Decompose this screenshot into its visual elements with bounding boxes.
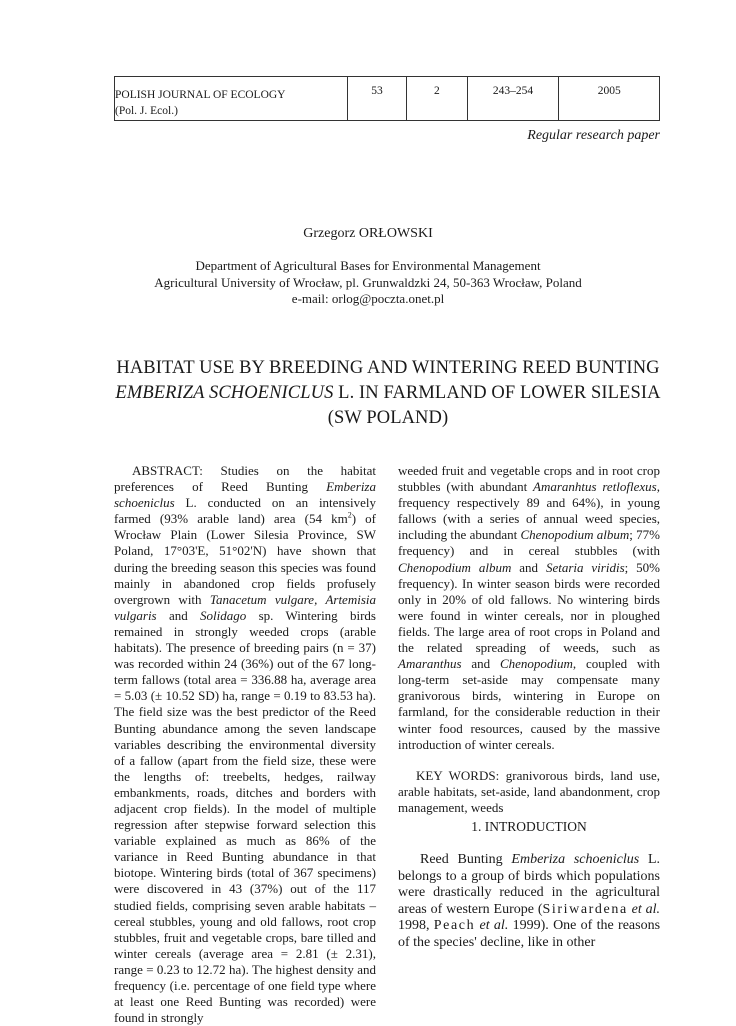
title-line-2-rest: L. IN FARMLAND OF LOWER SILESIA [333, 383, 661, 403]
journal-abbrev: (Pol. J. Ecol.) [115, 104, 178, 117]
issue: 2 [433, 85, 440, 97]
species-name: Chenopodium album [520, 527, 630, 543]
abstract-segment: ; 50% frequency). In winter season birds were recorded only in 20% of old fallows. No wintering birds were found in winter cereals, nor in ploughed fields. The large area of root crops in Poland and the related spreading of weeds, such as [398, 559, 660, 656]
abstract-segment: ) of Wrocław Plain (Lower Silesia Province, SW Poland, 17°03'E, 51°02'N) have shown that during the breeding season this species was found mainly in abandoned crop fields profusely overgrown with [114, 511, 376, 607]
abstract-text [114, 463, 376, 1026]
journal-name-cell [115, 77, 347, 120]
abstract-segment: ABSTRACT: Studies on the habitat preferences of Reed Bunting [114, 463, 376, 495]
abstract-segment: , frequency respectively 89 and 64%), in young fallows (with a series of annual weed species, including the abundant [398, 479, 660, 543]
introduction-text [398, 852, 660, 952]
abstract-segment: and [461, 656, 500, 672]
intro-segment: L. belongs to a group of birds which populations were drastically reduced in the agricultural areas of western Europe ( [398, 852, 660, 917]
species-name: Amaranthus [398, 656, 462, 672]
abstract-column-left [114, 463, 376, 1026]
affiliation-email: e-mail: orlog@poczta.onet.pl [291, 291, 445, 306]
volume-cell [347, 77, 406, 120]
affiliation [0, 258, 736, 308]
affiliation-department: Department of Agricultural Bases for Environmental Management [195, 258, 541, 273]
intro-segment: 1999). One of the reasons of the species' decline, like in other [398, 918, 661, 950]
intro-segment: Reed Bunting [420, 852, 512, 867]
year-cell [558, 77, 659, 120]
pages: 243–254 [492, 85, 534, 97]
introduction-paragraph [398, 852, 660, 952]
title-line-3: (SW POLAND) [327, 408, 449, 428]
species-name: Chenopodium album [398, 559, 512, 575]
abstract-text-continued [398, 463, 660, 753]
title-line-1: HABITAT USE BY BREEDING AND WINTERING REED BUNTING [116, 358, 660, 378]
intro-segment: 1998, [398, 918, 434, 934]
species-name: Solidago [200, 607, 247, 623]
paper-type: Regular research paper [527, 128, 660, 143]
paper-title [60, 356, 716, 431]
author: Grzegorz ORŁOWSKI [303, 226, 433, 241]
species-name: Amaranhtus retloflexus [533, 479, 657, 495]
abstract-segment: , coupled with long-term set-aside may compensate many granivorous birds, wintering in Europe on farmland, for the considerable reduction in their winter food resources, caused by the massive introduction of winter cereals. [398, 656, 660, 752]
citation-author: Siriwardena [542, 901, 628, 917]
citation-author: Peach [433, 918, 476, 934]
abstract-segment: L. conducted on an intensively farmed (93% arable land) area (54 km [114, 495, 376, 527]
species-name: Emberiza schoeniclus [511, 852, 640, 867]
title-line-2 [60, 381, 716, 406]
volume: 53 [371, 85, 383, 97]
abstract-segment: and [511, 559, 546, 575]
title-species: EMBERIZA SCHOENICLUS [115, 383, 334, 403]
superscript: 2 [347, 510, 352, 520]
year: 2005 [597, 85, 621, 97]
journal-name: POLISH JOURNAL OF ECOLOGY [115, 88, 286, 101]
abstract-segment: ; 77% frequency) and in cereal stubbles (with [398, 527, 660, 559]
keywords: KEY WORDS: granivorous birds, land use, arable habitats, set-aside, land abandonment, crop management, weeds [398, 768, 660, 816]
abstract-segment: and [156, 607, 201, 623]
pages-cell [467, 77, 559, 120]
species-name: Chenopodium [499, 656, 573, 672]
citation-etal: et al. [631, 901, 661, 917]
species-name: Emberiza schoeniclus [114, 479, 376, 511]
citation-etal: et al. [479, 918, 509, 934]
species-name: Setaria viridis [545, 559, 625, 575]
abstract-segment: sp. Wintering birds remained in strongly weeded crops (arable habitats). The presence of breeding pairs (n = 37) was recorded within 24 (36%) out of the 67 long-term fallows (total area = 336.88 ha, average area = 5.03 (± 10.52 SD) ha, range = 0.19 to 83.53 ha). The field size was the best predictor of the Reed Bunting abundance among the seven landscape variables describing the environmental diversity of a fallow (apart from the field size, these were the lengths of: treebelts, hedges, railway embankments, roads, ditches and borders with adjacent crop fields). In the model of multiple regression after stepwise forward selection this variable explained as much as 86% of the variance in Reed Bunting abundance in that biotope. Wintering birds (total of 367 specimens) were discovered in 43 (37%) out of the 117 studied fields, comprising seven arable habitats – cereal stubbles, young and old fallows, root crop stubbles, fruit and vegetable crops, bare tilled and winter cereals (average area = 2.81 (± 2.31), range = 0.23 to 12.72 ha). The highest density and frequency (i.e. percentage of one field type where at least one Reed Bunting was recorded) were found in strongly [114, 607, 376, 1026]
abstract-segment: weeded fruit and vegetable crops and in root crop stubbles (with abundant [398, 463, 660, 495]
abstract-column-right [398, 463, 660, 753]
issue-cell [406, 77, 467, 120]
journal-info-table [114, 76, 660, 121]
affiliation-university: Agricultural University of Wrocław, pl. Grunwaldzki 24, 50-363 Wrocław, Poland [154, 274, 582, 290]
species-name: Tanacetum vulgare, Artemisia vulgaris [114, 591, 376, 623]
section-heading-introduction: 1. INTRODUCTION [471, 819, 587, 834]
